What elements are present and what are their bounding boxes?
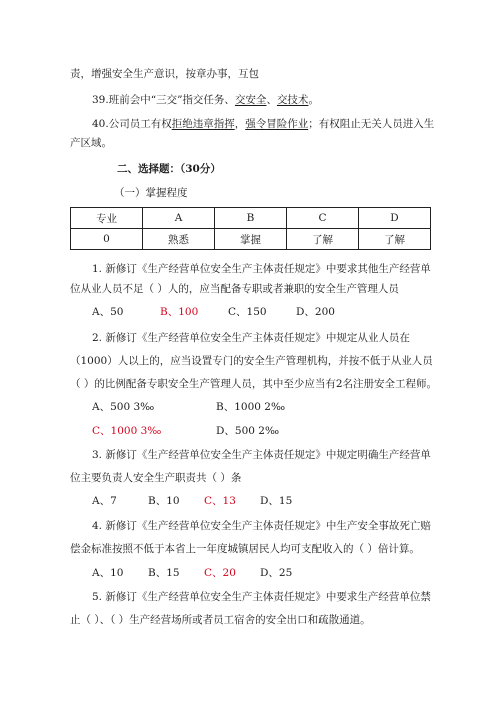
q4-option-b: B、15 (148, 567, 180, 579)
q40-text: 40.公司员工有权 (92, 118, 172, 130)
q4-option-d: D、25 (260, 567, 293, 579)
q3-line-2: 位主要负责人安全生产职责共（ ）条 (70, 472, 242, 484)
q2-options-row-1 (92, 400, 285, 414)
q3-option-d: D、15 (260, 495, 293, 507)
section-title: 二、选择题：（30分） (117, 163, 221, 175)
q39-sep: 、 (266, 94, 277, 106)
table-cell: 0 (71, 229, 143, 250)
question-39 (92, 93, 319, 107)
q1-line-1: 1. 新修订《生产经营单位安全生产主体责任规定》中要求其他生产经营单 (92, 263, 431, 275)
section-subtitle: （一）掌握程度 (114, 187, 188, 199)
q40-sep: ， (234, 118, 246, 130)
q39-end: 。 (308, 94, 319, 106)
q2-options-row-2 (92, 424, 279, 438)
q4-option-c: C、20 (204, 567, 236, 579)
table-header-row (71, 208, 431, 229)
q39-text: 39.班前会中“三交”指交任务、 (92, 94, 235, 106)
q1-options (92, 305, 335, 319)
q40-answer-2: 强令冒险作业 (245, 118, 309, 130)
q4-options (92, 566, 292, 580)
q39-answer-2: 交技术 (276, 94, 309, 106)
table-cell: 了解 (359, 229, 431, 250)
q4-option-a: A、10 (92, 567, 124, 579)
q4-line-2: 偿金标准按照不低于本省上一年度城镇居民人均可支配收入的（ ）倍计算。 (70, 543, 420, 555)
q3-line-1: 3. 新修订《生产经营单位安全生产主体责任规定》中规定明确生产经营单 (92, 449, 431, 461)
q39-answer-1: 交安全 (234, 94, 267, 106)
q1-line-2: 位从业人员不足（ ）人的，应当配备专职或者兼职的安全生产管理人员 (70, 283, 399, 295)
table-cell: 熟悉 (143, 229, 215, 250)
q4-line-1: 4. 新修订《生产经营单位安全生产主体责任规定》中生产安全事故死亡赔 (92, 520, 431, 532)
text-line-1: 责，增强安全生产意识，按章办事，互包 (70, 68, 259, 80)
q2-option-d: D、500 2‰ (216, 425, 280, 437)
table-header-cell: 专业 (71, 208, 143, 229)
table-header-cell: D (359, 208, 431, 229)
q40-rest: ；有权阻止无关人员进入生 (308, 118, 435, 130)
q1-option-c: C、150 (228, 306, 267, 318)
q2-option-c: C、1000 3‰ (92, 425, 162, 437)
q2-line-3: （ ）的比例配备专职安全生产管理人员，其中至少应当有2名注册安全工程师。 (70, 378, 438, 390)
q1-option-b: B、100 (160, 306, 199, 318)
table-header-cell: B (215, 208, 287, 229)
q2-option-b: B、1000 2‰ (216, 401, 286, 413)
q3-option-a: A、7 (92, 495, 117, 507)
question-40-cont: 产区域。 (70, 137, 112, 149)
q1-option-a: A、50 (92, 306, 124, 318)
q2-line-2: （1000）人以上的，应当设置专门的安全生产管理机构，并按不低于从业人员 (70, 355, 433, 367)
table-cell: 掌握 (215, 229, 287, 250)
table-row (71, 229, 431, 250)
q3-options (92, 494, 292, 508)
mastery-table (70, 207, 431, 250)
table-header-cell: C (287, 208, 359, 229)
question-40 (92, 117, 434, 131)
q5-line-2: 止（ ）、（ ）生产经营场所或者员工宿舍的安全出口和疏散通道。 (70, 614, 371, 626)
table-header-cell: A (143, 208, 215, 229)
q40-answer-1: 拒绝违章指挥 (171, 118, 235, 130)
q3-option-b: B、10 (148, 495, 180, 507)
q2-option-a: A、500 3‰ (92, 401, 155, 413)
q5-line-1: 5. 新修订《生产经营单位安全生产主体责任规定》中要求生产经营单位禁 (92, 591, 431, 603)
q2-line-1: 2. 新修订《生产经营单位安全生产主体责任规定》中规定从业人员在 (92, 332, 410, 344)
table-cell: 了解 (287, 229, 359, 250)
q1-option-d: D、200 (296, 306, 335, 318)
q3-option-c: C、13 (204, 495, 236, 507)
